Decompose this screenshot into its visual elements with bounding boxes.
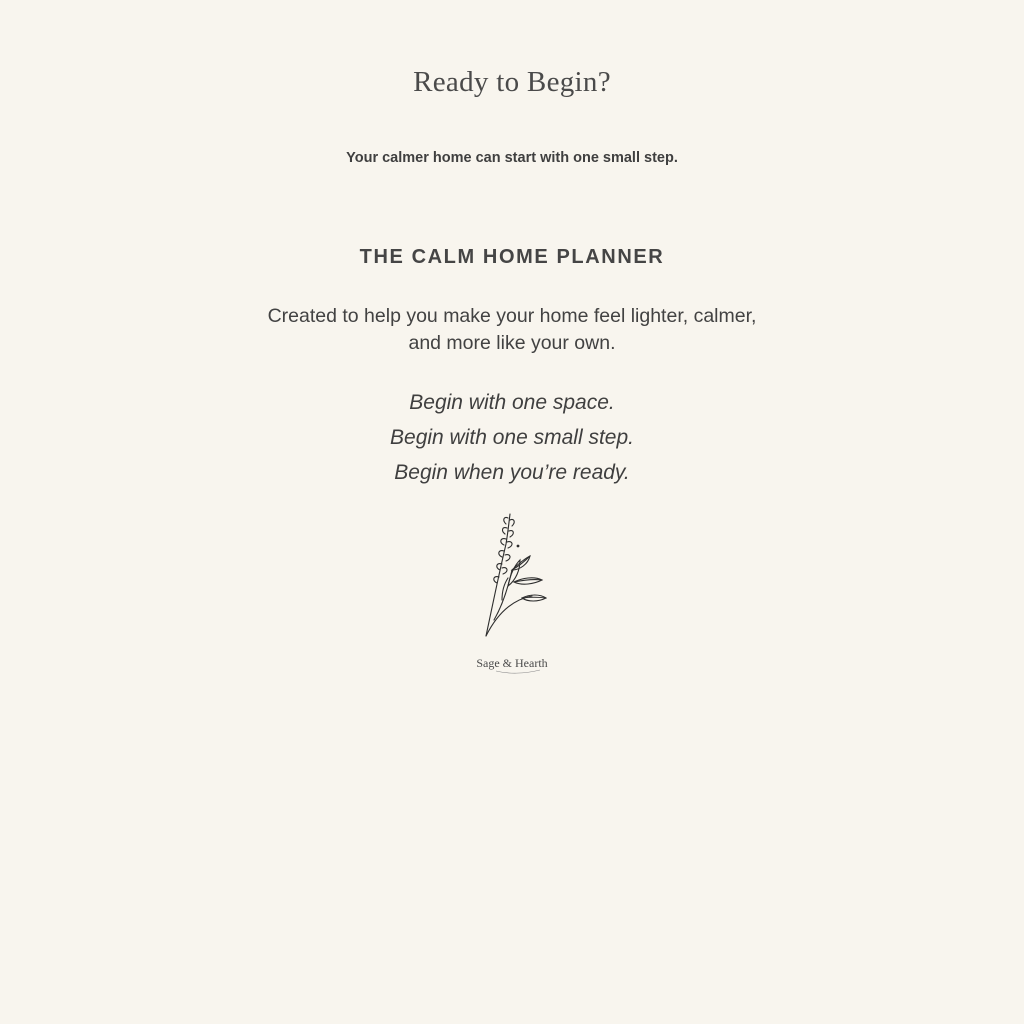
affirmation-list [0,388,1024,493]
page-subheading: Your calmer home can start with one small step. [346,150,678,166]
botanical-sprig-icon [472,508,556,640]
description-line-1: Created to help you make your home feel lighter, calmer, [267,305,757,327]
affirmation-item: Begin with one small step. [390,426,634,449]
brand-name: Sage & Hearth [476,656,548,670]
product-description [0,303,1024,357]
affirmation-item: Begin when you’re ready. [394,461,630,484]
page-heading: Ready to Begin? [413,66,611,98]
product-title: THE CALM HOME PLANNER [359,246,665,268]
description-line-2: and more like your own. [408,332,616,354]
brand-logo [462,650,562,676]
affirmation-item: Begin with one space. [409,391,615,414]
